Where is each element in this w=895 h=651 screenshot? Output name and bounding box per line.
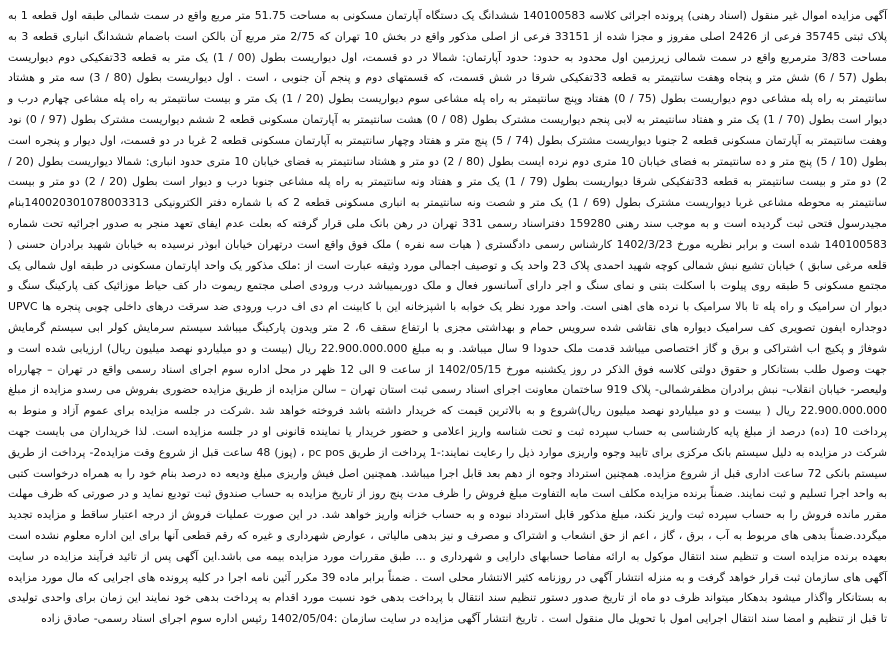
auction-notice-text: آگهی مزایده اموال غیر منقول (اسناد رهنی) پرونده اجرائی کلاسه 140100583 ششدانگ یک دستگاه آپارتمان مسکونی به مساحت 51.75 متر مربع واقع در سمت شمالی طبقه اول قطعه 1 به پلاک ثبتی 35745 فرعی از 2426 اصلی مفروز و مجزا شده از 33151 فرعی از اصلی مذکور واقع در بخش 10 تهران که 2/75 متر مربع آن بالکن است باضمام ششدانگ انباری قطعه 3 به مساحت 3/83 مترمربع واقع در سمت شمالی زیرزمین اول محدود به حدود: حدود آپارتمان: شمالا در دو قسمت، اول دیواریست بطول (00 / 1) یک متر به قطعه 33تفکیکی دوم دیواریست بطول (57 / 6) شش متر و پنجاه وهفت سانتیمتر به قطعه 33تفکیکی شرقا در شش قسمت، که قسمتهای دوم و پنجم آن جنوبی ، است . اول دیواریست بطول (80 / 3) سه متر و هشتاد سانتیمتر به راه پله مشاعی دوم دیواریست بطول (75 / 0) هفتاد وپنج سانتیمتر به راه پله مشاعی سوم دیواریست بطول (20 / 1) یک متر و بیست سانتیمتر به راه پله مشاعی چهارم درب و دیوار است بطول (70 / 1) یک متر و هفتاد سانتیمتر به لابی پنجم دیواریست مشترک بطول (08 / 0) هشت سانتیمتر به آپارتمان مسکونی قطعه 2 ششم دیواریست مشترک بطول (97 / 0) نود وهفت سانتیمتر به آپارتمان مسکونی قطعه 2 جنوبا دیواریست مشترک بطول (74 / 5) پنج متر و هفتاد وچهار سانتیمتر به آپارتمان مسکونی قطعه 2 غربا در دو قسمت، اول دیوار و پنجره است بطول (10 / 5) پنج متر و ده سانتیمتر به فضای خیابان 10 متری دوم نرده ایست بطول (80 / 2) دو متر و هشتاد سانتیمتر به فضای خیابان 10 متری حدود انباری: شمالا دیواریست بطول (20 / 2) دو متر و بیست سانتیمتر به قطعه 33تفکیکی شرقا دیواریست بطول (79 / 1) یک متر و هفتاد ونه سانتیمتر به راه پله مشاعی جنوبا درب و دیوار است بطول (20 / 2) دو متر و بیست سانتیمتر به محوطه مشاعی غربا دیواریست مشترک بطول (69 / 1) یک متر و شصت ونه سانتیمتر به انباری مسکونی قطعه 2 که با شماره دفتر الکترونیکی 140020301078003313بنام مجیدرسول فتحی ثبت گردیده است و به موجب سند رهنی 159280 دفتراسناد رسمی 331 تهران در رهن بانک ملی قرار گرفته که بعلت عدم ایفای تعهد منجر به صدور اجرائیه تحت شماره 140100583 شده است و برابر نظریه مورخ 1402/3/23 کارشناس رسمی دادگستری ( هیات سه نفره ) ملک فوق واقع است درتهران خیابان ابوذر نرسیده به خیابان شهید برادران حسنی ( قلعه مرغی سابق ) خیابان تشیع نبش شمالی کوچه شهید احمدی پلاک 23 واحد یک و توصیف اجمالی مورد وثیقه عبارت است از :ملک مذکور یک واحد اپارتمان مسکونی در طبقه اول شمالی یک مجتمع مسکونی 5 طبقه روی پیلوت با اسکلت بتنی و نمای سنگ و اجر دارای آسانسور فعال و ملک دوربمیباشد درب ورودی اصلی مجتمع ریموت دار کف حیاط موزائیک کف پارکینگ سنگ و دیوار ان سرامیک و راه پله تا بالا سرامیک با نرده های اهنی است. واحد مورد نظر یک خوابه با اشپزخانه این با کابینت ام دی اف درب ورودی ضد سرقت درهای داخلی چوبی پنجره ها UPVC دوجداره ایفون تصویری کف سرامیک دیواره های نقاشی شده سرویس حمام و بهداشتی مجزی با ارتفاع سقف 6، 2 متر ویدون پارکینگ میباشد سیستم سرمایش کولر ابی سیستم گرمایش شوفاژ و پکیج اب اشتراکی و برق و گاز اختصاصی میباشد قدمت ملک حدودا 9 سال میباشد. و به مبلغ 22.900.000.000 ریال (بیست و دو میلیاردو نهصد میلیون ریال) ارزیابی شده است و جهت وصول طلب بستانکار و حقوق دولتی کلاسه فوق الذکر در روز یکشنبه مورخ 1402/05/15 از ساعت 9 الی 12 ظهر در محل اداره سوم اجرای اسناد رسمی واقع در تهران – چهارراه ولیعصر- خیابان انقلاب- نبش برادران مظفرشمالی- پلاک 919 ساختمان معاونت اجرای اسناد رسمی ثبت استان تهران – سالن مزایده از طریق مزایده حضوری بفروش می رسدو مزایده از مبلغ 22.900.000.000 ریال ( بیست و دو میلیاردو نهصد میلیون ریال)شروع و به بالاترین قیمت که خریدار داشته باشد فروخته خواهد شد .شرکت در جلسه مزایده برای عموم آزاد و منوط به پرداخت 10 (ده) درصد از مبلغ پایه کارشناسی به حساب سپرده ثبت و تحت شناسه واریز اعلامی و حضور خریدار یا نماینده قانونی او در جلسه مزایده است. لذا خریداران می بایست جهت شرکت در مزایده به دلیل سیستم بانک مرکزی برای تایید وجوه واریزی موارد ذیل را رعایت نمایند:-1 پرداخت از طریق pc pos ، (پوز) 48 ساعت قبل از شروع وقت مزایده2- پرداخت از طریق سیستم بانکی 72 ساعت اداری قبل از شروع مزایده. همچنین استرداد وجوه از دهم بعد قابل اجرا میباشد. همچنین اصل فیش واریزی مبلغ ودیعه ده درصد بنام خود را به همراه درخواست کتبی به واحد اجرا تسلیم و ثبت نمایند. ضمناً برنده مزایده مکلف است مابه التفاوت مبلغ فروش را ظرف مدت پنج روز از تاریخ مزایده به حساب صندوق ثبت تودیع نماید و در صورتی که ظرف مهلت مقرر مانده فروش را به حساب سپرده ثبت واریز نکند، مبلغ مذکور قابل استرداد نبوده و به حساب خزانه واریز خواهد شد. در این صورت عملیات فروش از درجه اعتبار ساقط و مزایده تجدید میگردد.ضمناً بدهی های مربوط به آب ، برق ، گاز ، اعم از حق انشعاب و اشتراک و مصرف و نیز بدهی مالیاتی ، عوارض شهرداری و غیره که رقم قطعی آنها برای این اداره معلوم نشده است بعهده برنده مزایده است و تنظیم سند انتقال موکول به ارائه مفاصا حسابهای دارایی و شهرداری و ... طبق مقررات مورد مزایده بیمه می باشد.این آگهی پس از تائید فرآیند مزایده در سایت آگهی های سازمان ثبت قرار خواهد گرفت و به منزله انتشار آگهی در روزنامه کثیر الانتشار محلی است . ضمناً برابر ماده 39 مکرر آئین نامه اجرا در کلیه پرونده های اجرایی که مال مورد مزایده به بستانکار واگذار میشود بدهکار میتواند ظرف دو ماه از تاریخ صدور دستور تنظیم سند انتقال با پرداخت بدهی خود نسبت مورد اقدام به پرداخت بدهی خود نمایند این زمان برای واحدی تولیدی تا قبل از تنظیم و امضا سند انتقال اجرایی امول با تحویل مال منقول است . تاریخ انتشار آگهی مزایده در سایت سازمان :1402/05/04 رئیس اداره سوم اجرای اسناد رسمی- صادق زاده [8,9,888,626]
